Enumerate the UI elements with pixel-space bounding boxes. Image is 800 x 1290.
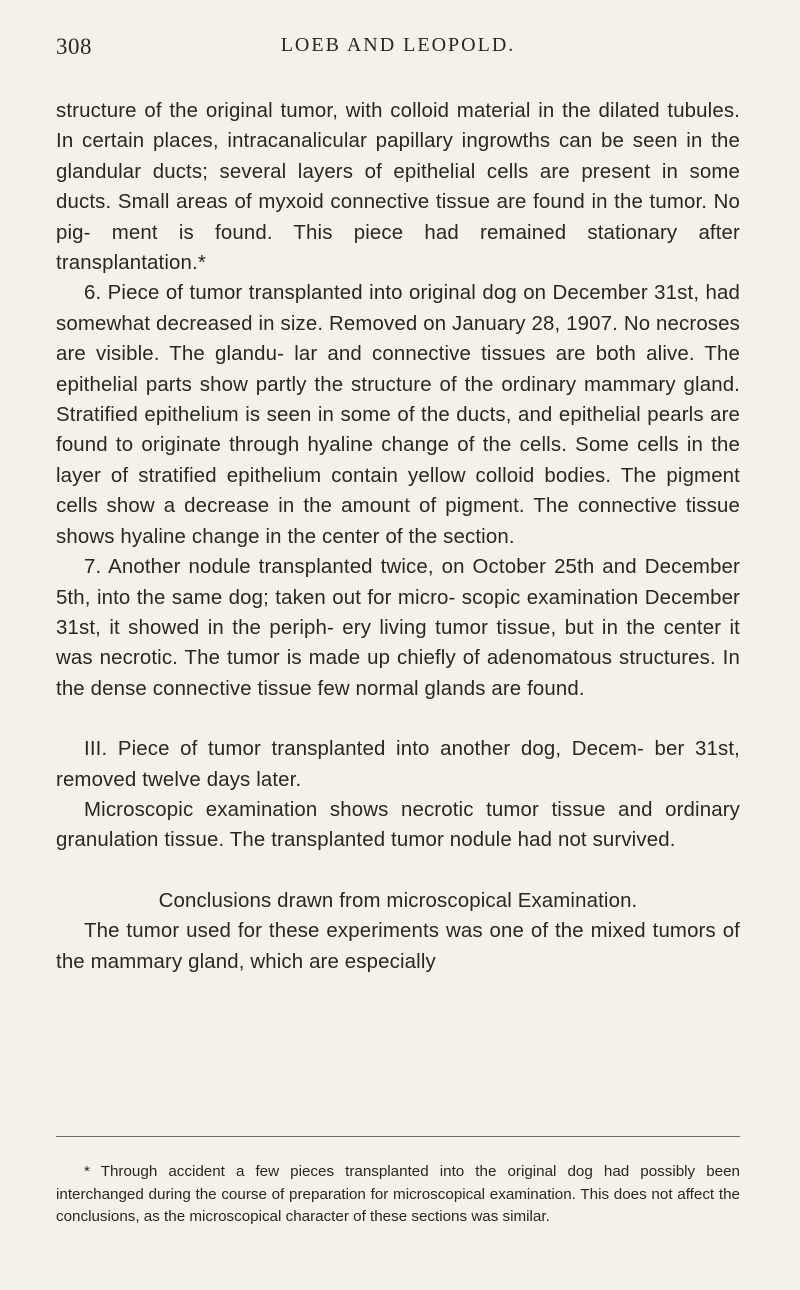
footnote: * Through accident a few pieces transplanted into the original dog had possibly been interchanged during the course of preparation for microscopical examination. This does not affect the conclusions, as the microscopical character of these sections was similar. xyxy=(56,1163,740,1226)
paragraph-microscopic-examination: Microscopic examination shows necrotic tumor tissue and ordinary granulation tissue. The transplanted tumor nodule had not survived. xyxy=(56,798,740,852)
body-text xyxy=(56,96,740,977)
paragraph-section-iii: III. Piece of tumor transplanted into another dog, Decem- ber 31st, removed twelve days later. xyxy=(56,738,740,791)
paragraph-conclusions: The tumor used for these experiments was one of the mixed tumors of the mammary gland, which are especially xyxy=(56,920,740,973)
paragraph-item-6: 6. Piece of tumor transplanted into original dog on December 31st, had somewhat decreased in size. Removed on January 28, 1907. No necroses are visible. The glandu- lar and connective tissues are both alive. The epithelial parts show partly the structure of the ordinary mammary gland. Stratified epithelium is seen in some of the ducts, and epithelial pearls are found to originate through hyaline change of the cells. Some cells in the layer of stratified epithelium contain yellow colloid bodies. The pigment cells show a decrease in the amount of pigment. The connective tissue shows hyaline change in the center of the section. xyxy=(56,282,740,548)
paragraph-item-7: 7. Another nodule transplanted twice, on October 25th and December 5th, into the same dog; taken out for micro- scopic examination December 31st, it showed in the periph- ery living tumor tissue, but in the center it was necrotic. The tumor is made up chiefly of adenomatous structures. In the dense connective tissue few normal glands are found. xyxy=(56,556,740,700)
footnote-divider xyxy=(56,1136,740,1137)
page xyxy=(56,0,740,1290)
running-head xyxy=(56,34,740,70)
section-heading: Conclusions drawn from microscopical Examination. xyxy=(158,889,638,912)
paragraph-continued: structure of the original tumor, with colloid material in the dilated tubules. In certain places, intracanalicular papillary ingrowths can be seen in the glandular ducts; several layers of epithelial cells are present in some ducts. Small areas of myxoid connective tissue are found in the tumor. No pig- ment is found. This piece had remained stationary after transplantation.* xyxy=(56,100,740,275)
running-title: LOEB AND LEOPOLD. xyxy=(280,34,516,56)
page-number: 308 xyxy=(56,34,92,59)
